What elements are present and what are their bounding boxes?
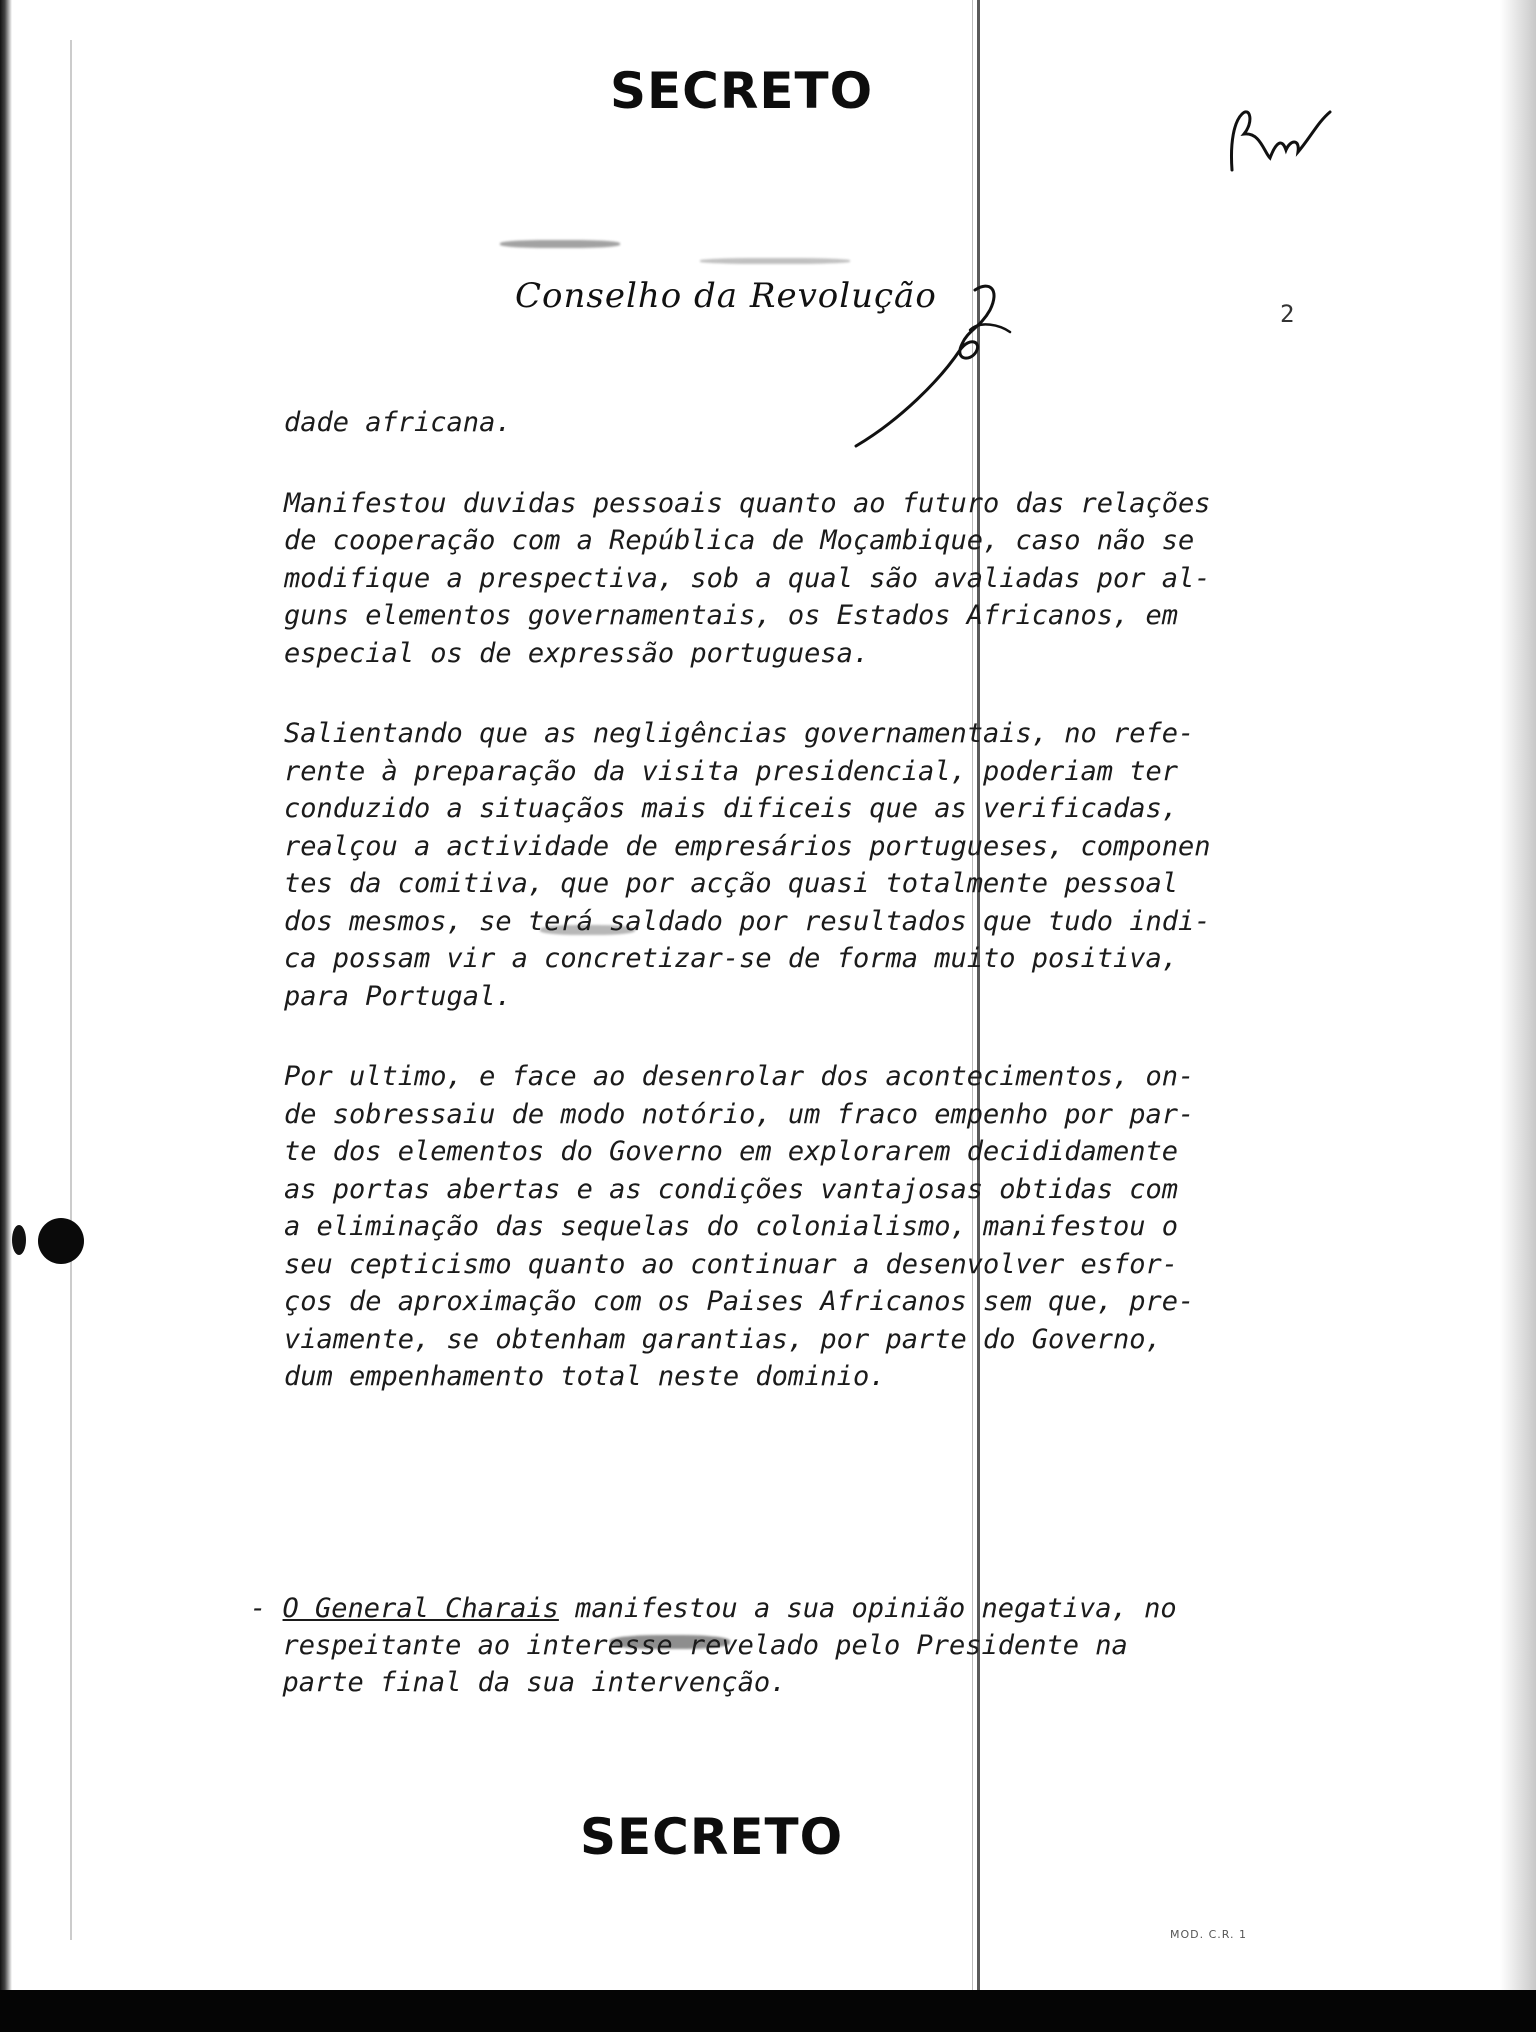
text-line: as portas abertas e as condições vantajosas obtidas com <box>284 1173 1179 1205</box>
text-line: parte final da sua intervenção. <box>282 1667 787 1698</box>
list-item-general-charais <box>250 1590 1250 1701</box>
scan-margin-line <box>70 40 72 1940</box>
classification-stamp-bottom: SECRETO <box>580 1808 844 1866</box>
ink-smudge <box>500 240 620 248</box>
text-line: manifestou a sua opinião negativa, no <box>558 1593 1177 1624</box>
letterhead-title: Conselho da Revolução <box>515 276 937 316</box>
punch-hole <box>38 1218 84 1264</box>
list-dash: - <box>250 1593 267 1624</box>
text-line: respeitante ao interesse revelado pelo Presidente na <box>282 1630 1128 1661</box>
text-line: de sobressaiu de modo notório, um fraco empenho por par- <box>284 1098 1195 1130</box>
paragraph-1 <box>284 404 1264 442</box>
text-line: especial os de expressão portuguesa. <box>284 637 870 669</box>
text-line: para Portugal. <box>284 980 512 1012</box>
text-line: rente à preparação da visita presidencial, poderiam ter <box>284 755 1179 787</box>
text-line: Por ultimo, e face ao desenrolar dos acontecimentos, on- <box>284 1061 1195 1092</box>
text-line: seu cepticismo quanto ao continuar a desenvolver esfor- <box>284 1248 1179 1280</box>
text-line: Manifestou duvidas pessoais quanto ao futuro das relações <box>284 487 1211 519</box>
text-line: ca possam vir a concretizar-se de forma muito positiva, <box>284 943 1179 974</box>
page-number-mark: 2 <box>1280 300 1295 328</box>
text-line: dade africana. <box>284 407 512 438</box>
ink-smudge <box>700 258 850 264</box>
handwritten-initial-signature <box>1220 92 1350 182</box>
paragraph-2 <box>284 485 1264 673</box>
text-line: tes da comitiva, que por acção quasi totalmente pessoal <box>284 868 1179 899</box>
text-line: conduzido a situaçãos mais dificeis que as verificadas, <box>284 793 1179 824</box>
punch-hole-edge <box>12 1225 26 1255</box>
text-line: modifique a prespectiva, sob a qual são avaliadas por al- <box>284 562 1211 594</box>
scan-bottom-edge <box>0 1990 1536 2032</box>
text-line: Salientando que as negligências governamentais, no refe- <box>284 718 1195 749</box>
text-line: guns elementos governamentais, os Estados Africanos, em <box>284 600 1179 631</box>
text-line: te dos elementos do Governo em explorarem decididamente <box>284 1136 1179 1167</box>
text-line: a eliminação das sequelas do colonialismo, manifestou o <box>284 1211 1179 1242</box>
document-body <box>284 404 1264 1439</box>
scan-right-edge <box>1500 0 1536 2032</box>
text-line: ços de aproximação com os Paises Africanos sem que, pre- <box>284 1286 1195 1317</box>
text-line: dum empenhamento total neste dominio. <box>284 1361 886 1392</box>
text-line: dos mesmos, se terá saldado por resultados que tudo indi- <box>284 905 1211 937</box>
classification-stamp-top: SECRETO <box>610 62 874 120</box>
item-subject: O General Charais <box>282 1593 559 1624</box>
text-line: viamente, se obtenham garantias, por parte do Governo, <box>284 1323 1162 1355</box>
paragraph-4 <box>284 1058 1264 1396</box>
paragraph-3 <box>284 715 1264 1015</box>
form-code: MOD. C.R. 1 <box>1170 1928 1248 1941</box>
text-line: de cooperação com a República de Moçambique, caso não se <box>284 525 1195 556</box>
scan-left-edge <box>0 0 12 1990</box>
text-line: realçou a actividade de empresários portugueses, componen <box>284 830 1211 862</box>
